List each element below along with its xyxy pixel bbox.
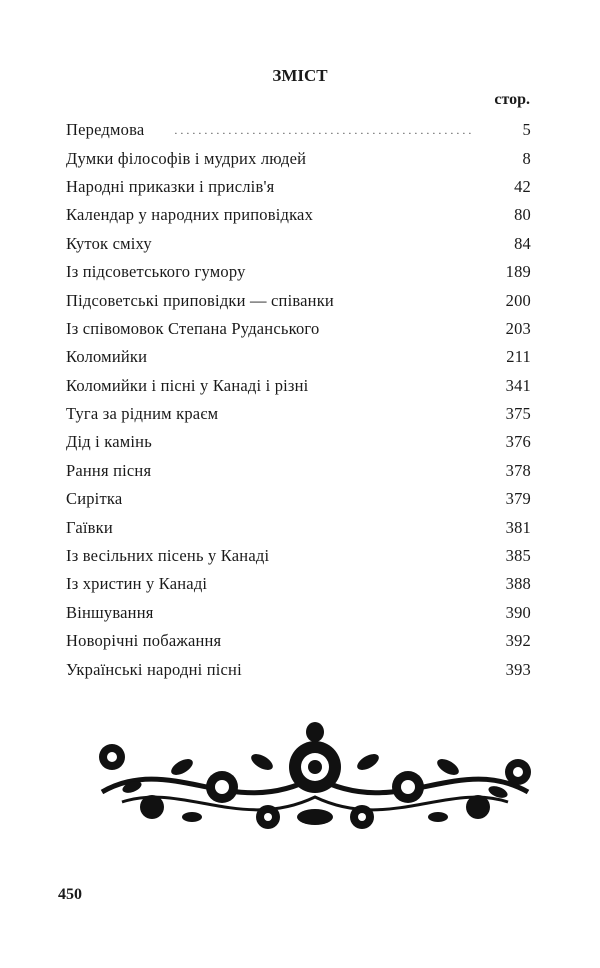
toc-entry [66, 400, 531, 428]
toc-entry-page: 5 [522, 120, 531, 140]
toc-entry [66, 542, 531, 570]
toc-entry-page: 378 [505, 460, 531, 480]
toc-entry-page: 211 [506, 347, 531, 367]
page-column-header: стор. [494, 91, 530, 108]
toc-entry [66, 457, 531, 485]
toc-entry-page: 42 [514, 176, 531, 196]
toc-entry [66, 485, 531, 513]
toc-entry-title: Із співомовок Степана Руданського [66, 318, 320, 338]
toc-entry-title: Підсоветські приповідки — співанки [66, 290, 334, 310]
floral-ornament-icon [92, 722, 538, 834]
toc-entry-page: 375 [505, 404, 531, 424]
toc-entry [66, 570, 531, 598]
toc-entry [66, 144, 531, 172]
toc-entry-page: 390 [505, 602, 531, 622]
toc-entry-title: Туга за рідним краєм [66, 404, 219, 424]
toc-entry-title: Віншування [66, 602, 154, 622]
toc-entry-page: 379 [505, 489, 531, 509]
toc-entry [66, 513, 531, 541]
toc-entry-title: Куток сміху [66, 233, 152, 253]
toc-entry [66, 201, 531, 229]
toc-entry [66, 230, 531, 258]
toc-entry [66, 655, 531, 683]
toc-entry-title: Із христин у Канаді [66, 574, 208, 594]
table-of-contents [66, 116, 531, 684]
toc-entry [66, 173, 531, 201]
toc-entry-page: 189 [505, 262, 531, 282]
toc-entry-title: Коломийки і пісні у Канаді і різні [66, 375, 309, 395]
toc-entry-page: 381 [505, 517, 531, 537]
toc-entry-title: Рання пісня [66, 460, 152, 480]
toc-entry-page: 393 [505, 659, 531, 679]
page-title: ЗМІСТ [272, 66, 328, 85]
toc-entry-title: Думки філософів і мудрих людей [66, 148, 307, 168]
toc-entry-title: Календар у народних приповідках [66, 205, 314, 225]
toc-entry-page: 388 [505, 574, 531, 594]
toc-entry [66, 599, 531, 627]
toc-entry-title: Українські народні пісні [66, 659, 242, 679]
toc-entry [66, 343, 531, 371]
toc-entry-page: 385 [505, 546, 531, 566]
toc-entry-page: 8 [522, 148, 531, 168]
toc-entry-page: 84 [514, 233, 531, 253]
toc-entry [66, 372, 531, 400]
leader-dots: .................................................. [174, 122, 475, 137]
toc-entry-page: 392 [505, 631, 531, 651]
toc-entry-title: Сирітка [66, 489, 123, 509]
toc-entry [66, 627, 531, 655]
toc-entry [66, 258, 531, 286]
toc-entry-page: 200 [505, 290, 531, 310]
toc-entry-title: Народні приказки і прислів'я [66, 176, 275, 196]
toc-entry-title: Новорічні побажання [66, 631, 222, 651]
toc-entry-title: Із весільних пісень у Канаді [66, 546, 270, 566]
toc-entry [66, 428, 531, 456]
toc-entry-title: Гаївки [66, 517, 113, 537]
toc-entry-page: 80 [514, 205, 531, 225]
toc-entry [66, 286, 531, 314]
toc-entry-page: 376 [505, 432, 531, 452]
toc-entry-page: 203 [505, 318, 531, 338]
toc-entry [66, 315, 531, 343]
toc-entry-title: Дід і камінь [66, 432, 152, 452]
page-number: 450 [58, 886, 82, 903]
toc-entry-page: 341 [505, 375, 531, 395]
toc-entry-title: Коломийки [66, 347, 148, 367]
toc-entry-title: Із підсоветського гумору [66, 262, 246, 282]
toc-entry-title: Передмова [66, 120, 145, 140]
toc-entry [66, 116, 531, 144]
